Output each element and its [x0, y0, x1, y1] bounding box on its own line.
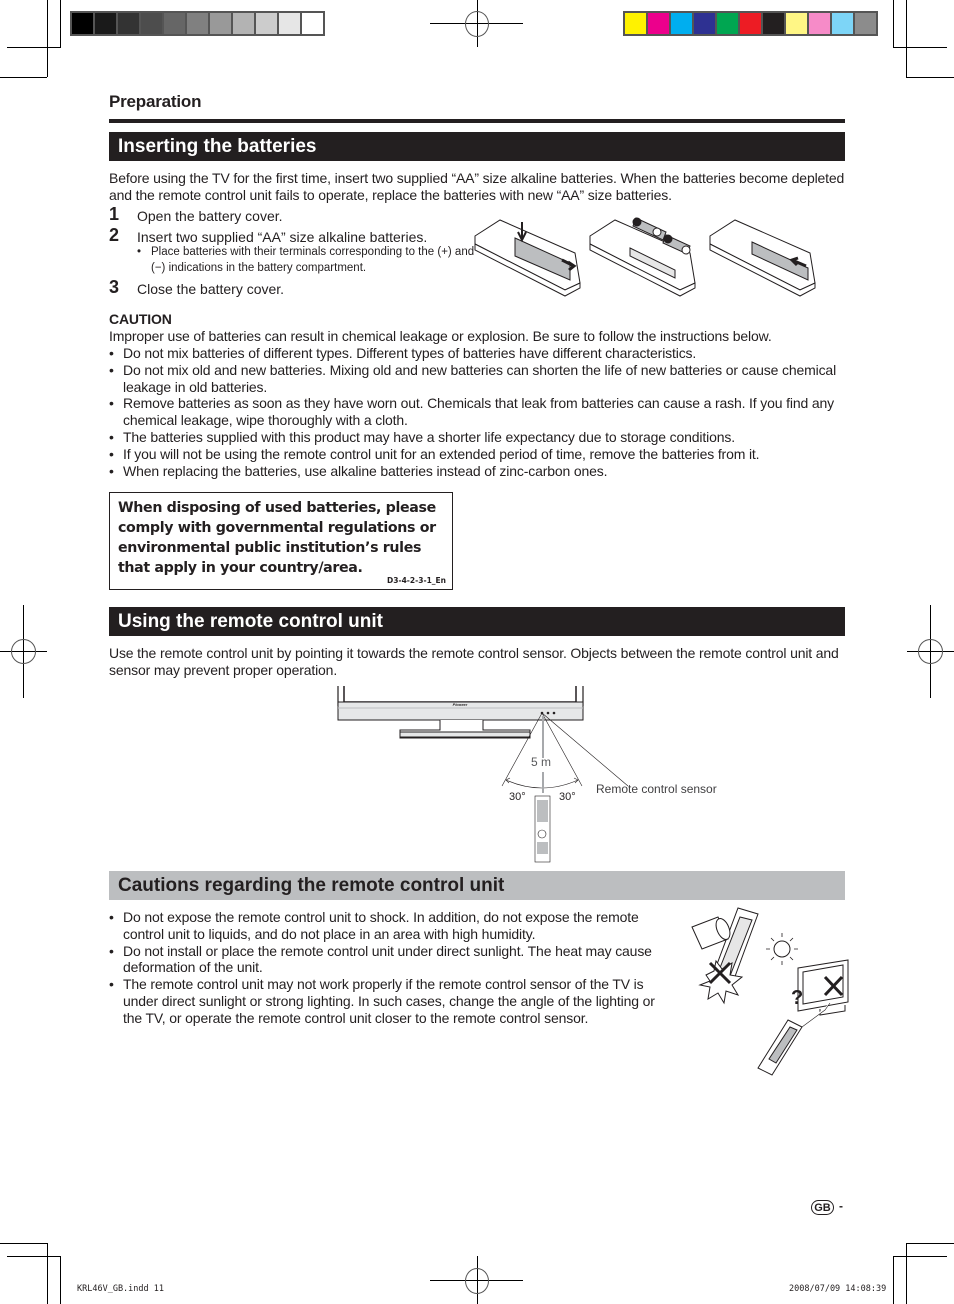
remote-cautions-illustration	[680, 905, 860, 1080]
battery-disposal-notice	[109, 492, 453, 590]
process-color-swatch	[740, 13, 761, 34]
caution-item: • Do not mix batteries of different types. Different types of batteries have different characteristics.	[109, 345, 839, 362]
grayscale-swatch	[72, 13, 93, 34]
page-number-dash: -	[839, 1199, 843, 1213]
caution-item: • Remove batteries as soon as they have worn out. Chemicals that leak from batteries can cause a rash. If you find any chemical leakage, wipe thoroughly with a cloth.	[109, 395, 839, 429]
using-intro: Use the remote control unit by pointing it towards the remote control sensor. Objects between the remote control unit and sensor may prevent proper operation.	[109, 645, 839, 678]
grayscale-swatch	[118, 13, 139, 34]
range-distance-label: 5 m	[531, 755, 552, 769]
caution-item: • Do not mix old and new batteries. Mixing old and new batteries can shorten the life of new batteries or cause chemical leakage in old batteries.	[109, 362, 839, 396]
step-text: Insert two supplied “AA” size alkaline batteries.	[137, 229, 428, 245]
question-mark-icon: ?	[791, 987, 804, 1009]
process-color-swatch	[832, 13, 853, 34]
tv-brand-logo: Pioneer	[452, 702, 468, 707]
remote-sensor-label: Remote control sensor	[596, 782, 717, 796]
remote-range-diagram	[330, 686, 750, 866]
grayscale-swatch	[95, 13, 116, 34]
process-color-swatch	[786, 13, 807, 34]
step-number: 1	[109, 204, 120, 224]
range-angle-left-label: 30°	[509, 791, 526, 803]
remote-insert-batteries-illustration	[590, 218, 695, 296]
slug-date-time: 2008/07/09 14:08:39	[789, 1284, 887, 1294]
grayscale-color-bar	[70, 11, 325, 36]
heading-using-remote: Using the remote control unit	[109, 607, 845, 636]
remote-pointing-illustration	[758, 1003, 830, 1075]
disposal-notice-code: D3-4-2-3-1_En	[387, 576, 446, 585]
liquid-spill-warning-icon	[692, 908, 758, 1003]
step-number: 2	[109, 225, 120, 245]
grayscale-swatch	[164, 13, 185, 34]
caution-intro: Improper use of batteries can result in chemical leakage or explosion. Be sure to follow the instructions below.	[109, 328, 772, 344]
step-2-note	[137, 244, 475, 276]
remote-caution-item: • Do not install or place the remote control unit under direct sunlight. The heat may cause deformation of the unit.	[109, 943, 664, 977]
process-color-swatch	[809, 13, 830, 34]
caution-list	[109, 345, 839, 479]
step-text: Open the battery cover.	[137, 208, 283, 224]
remote-open-cover-illustration	[475, 220, 580, 296]
step-2-note-item: • Place batteries with their terminals corresponding to the (+) and (−) indications in the battery compartment.	[137, 244, 475, 276]
sensor-range-lines	[502, 713, 628, 788]
grayscale-swatch	[256, 13, 277, 34]
grayscale-swatch	[187, 13, 208, 34]
process-color-bar	[623, 11, 878, 36]
language-badge: GB	[811, 1200, 834, 1215]
battery-insertion-illustrations	[470, 208, 850, 298]
remote-caution-item: • Do not expose the remote control unit to shock. In addition, do not expose the remote control unit to liquids, and do not place in an area with high humidity.	[109, 909, 664, 943]
caution-item: • When replacing the batteries, use alkaline batteries instead of zinc-carbon ones.	[109, 463, 839, 480]
heading-inserting-batteries: Inserting the batteries	[109, 132, 845, 161]
process-color-swatch	[717, 13, 738, 34]
tv-illustration	[338, 686, 583, 738]
caution-title: CAUTION	[109, 311, 172, 327]
remote-close-cover-illustration	[710, 220, 815, 296]
remote-control-illustration	[535, 796, 550, 862]
process-color-swatch	[671, 13, 692, 34]
range-angle-right-label: 30°	[559, 791, 576, 803]
remote-caution-item: • The remote control unit may not work properly if the remote control sensor of the TV is under direct sunlight or strong lighting. In such cases, change the angle of the lighting or the TV, or operate the remote control unit closer to the remote control sensor.	[109, 976, 664, 1026]
grayscale-swatch	[141, 13, 162, 34]
grayscale-swatch	[302, 13, 323, 34]
process-color-swatch	[855, 13, 876, 34]
section-rule	[109, 119, 845, 123]
sunlight-warning-icon	[766, 933, 848, 1015]
step-number: 3	[109, 277, 120, 297]
grayscale-swatch	[210, 13, 231, 34]
step-text: Close the battery cover.	[137, 281, 285, 297]
process-color-swatch	[763, 13, 784, 34]
slug-file-info: KRL46V_GB.indd 11	[77, 1284, 164, 1294]
caution-item: • The batteries supplied with this product may have a shorter life expectancy due to storage conditions.	[109, 429, 839, 446]
section-label: Preparation	[109, 92, 202, 111]
caution-item: • If you will not be using the remote control unit for an extended period of time, remove the batteries from it.	[109, 446, 839, 463]
heading-remote-cautions: Cautions regarding the remote control unit	[109, 871, 845, 900]
process-color-swatch	[694, 13, 715, 34]
inserting-intro: Before using the TV for the first time, insert two supplied “AA” size alkaline batteries. When the batteries become depleted and the remote control unit fails to operate, replace the batteries with new “AA” size batteries.	[109, 170, 845, 203]
grayscale-swatch	[233, 13, 254, 34]
process-color-swatch	[648, 13, 669, 34]
process-color-swatch	[625, 13, 646, 34]
grayscale-swatch	[279, 13, 300, 34]
disposal-notice-text: When disposing of used batteries, please comply with governmental regulations or environmental public institution’s rules that apply in your country/area.	[118, 500, 436, 576]
remote-cautions-list	[109, 909, 664, 1027]
